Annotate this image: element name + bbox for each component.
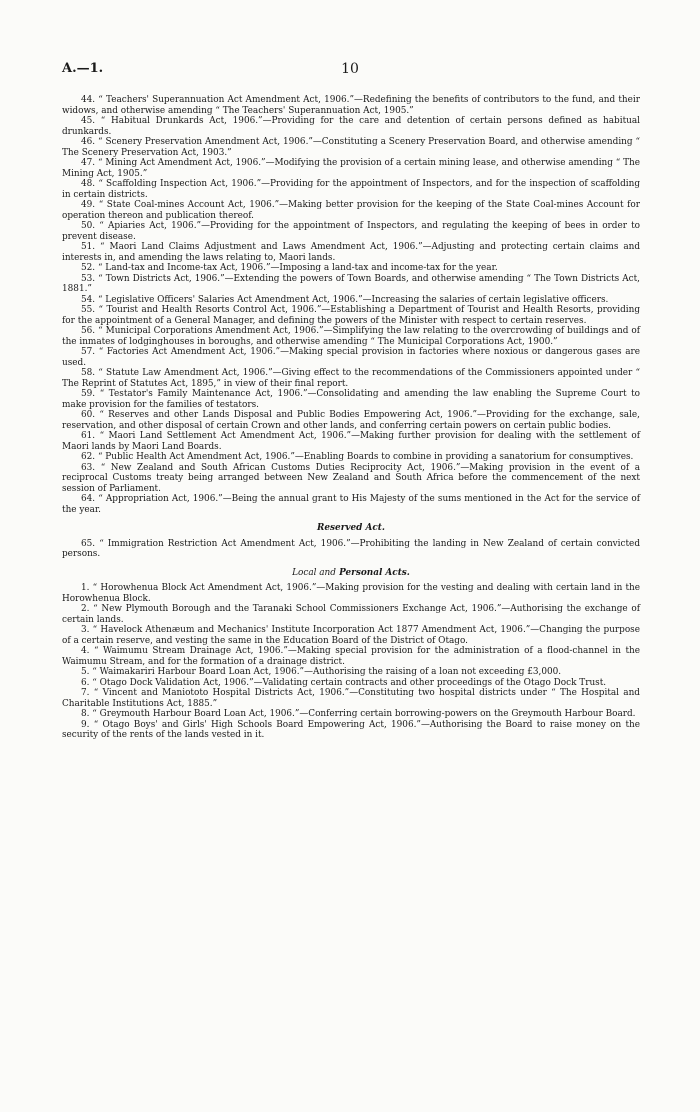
- entry-number: 47.: [81, 158, 96, 168]
- public-act-entry: [62, 274, 640, 295]
- page-number: 10: [341, 61, 359, 77]
- entry-text: “ Havelock Athenæum and Mechanics' Institute Incorporation Act 1877 Amendment Act, 1906.”—Changing the purpose of a certain reserve, and vesting the same in the Education Board of the District of Otago.: [62, 625, 640, 646]
- entry-text: “ Waimumu Stream Drainage Act, 1906.”—Making special provision for the administration of a flood-channel in the Waimumu Stream, and for the formation of a drainage district.: [62, 646, 640, 667]
- entry-text: “ Town Districts Act, 1906.”—Extending the powers of Town Boards, and otherwise amending “ The Town Districts Act, 1881.”: [62, 273, 640, 294]
- entry-number: 65.: [81, 538, 96, 549]
- entry-number: 52.: [81, 263, 96, 273]
- entry-number: 53.: [81, 273, 96, 284]
- entry-text: “ Immigration Restriction Act Amendment Act, 1906.”—Prohibiting the landing in New Zealand of certain convicted persons.: [62, 538, 640, 559]
- public-act-entry: [62, 179, 640, 200]
- reserved-act-entry: [62, 539, 640, 560]
- entry-number: 8.: [81, 709, 90, 719]
- entry-number: 49.: [81, 200, 96, 210]
- entry-number: 3.: [81, 625, 90, 635]
- public-act-entry: [62, 389, 640, 410]
- public-act-entry: [62, 452, 640, 463]
- entry-text: “ Municipal Corporations Amendment Act, 1906.”—Simplifying the law relating to the overcrowding of buildings and of the inmates of lodginghouses in boroughs, and otherwise amending “ The Municipal Corporations Act, 1900.”: [62, 326, 640, 347]
- entry-number: 50.: [81, 221, 96, 231]
- entry-text: “ Apiaries Act, 1906.”—Providing for the appointment of Inspectors, and regulating the keeping of bees in order to prevent disease.: [62, 221, 641, 242]
- public-act-entry: [62, 242, 640, 263]
- public-act-entry: [62, 326, 640, 347]
- entry-text: “ Public Health Act Amendment Act, 1906.”—Enabling Boards to combine in providing a sanatorium for consumptives.: [97, 452, 634, 462]
- parliamentary-paper-ref: A.—1.: [62, 61, 104, 76]
- entry-number: 45.: [81, 116, 96, 126]
- local-act-entry: [62, 667, 640, 678]
- public-act-entry: [62, 347, 640, 368]
- entry-text: “ Vincent and Maniototo Hospital Districts Act, 1906.”—Constituting two hospital districts under “ The Hospital and Charitable Institutions Act, 1885.”: [62, 688, 640, 709]
- entry-number: 60.: [81, 410, 96, 420]
- entry-number: 57.: [81, 347, 96, 357]
- entry-text: “ Horowhenua Block Act Amendment Act, 1906.”—Making provision for the vesting and dealing with certain land in the Horowhenua Block.: [62, 583, 641, 604]
- entry-text: “ Statute Law Amendment Act, 1906.”—Giving effect to the recommendations of the Commissioners appointed under “ The Reprint of Statutes Act, 1895,” in view of their final report.: [62, 368, 640, 389]
- entry-text: “ New Plymouth Borough and the Taranaki School Commissioners Exchange Act, 1906.”—Authorising the exchange of certain lands.: [62, 604, 640, 625]
- entry-number: 61.: [81, 431, 96, 441]
- entry-text: “ Mining Act Amendment Act, 1906.”—Modifying the provision of a certain mining lease, and otherwise amending “ The Mining Act, 1905.”: [62, 158, 640, 179]
- entry-text: “ Waimakariri Harbour Board Loan Act, 1906.”—Authorising the raising of a loan not exceeding £3,000.: [92, 667, 562, 677]
- entry-number: 56.: [81, 326, 96, 336]
- public-acts-list: [62, 95, 640, 515]
- local-act-entry: [62, 678, 640, 689]
- entry-text: “ Testator's Family Maintenance Act, 1906.”—Consolidating and amending the law enabling the Supreme Court to make provision for the families of testators.: [62, 389, 640, 410]
- entry-number: 7.: [81, 688, 90, 698]
- entry-text: “ Otago Boys' and Girls' High Schools Board Empowering Act, 1906.”—Authorising the Board to raise money on the security of the rents of the lands vested in it.: [62, 719, 640, 740]
- entry-number: 1.: [81, 583, 90, 593]
- public-act-entry: [62, 305, 640, 326]
- entry-number: 2.: [81, 604, 90, 614]
- entry-text: “ Teachers' Superannuation Act Amendment Act, 1906.”—Redefining the benefits of contributors to the fund, and their widows, and otherwise amending “ The Teachers' Superannuation Act, 1905.”: [62, 95, 640, 116]
- entry-number: 58.: [81, 368, 96, 378]
- entry-text: “ Maori Land Claims Adjustment and Laws Amendment Act, 1906.”—Adjusting and protecting certain claims and interests in, and amending the laws relating to, Maori lands.: [62, 242, 641, 263]
- local-heading-part1: Local and: [292, 567, 336, 578]
- entry-text: “ Appropriation Act, 1906.”—Being the annual grant to His Majesty of the sums mentioned in the Act for the service of the year.: [62, 494, 641, 515]
- entry-number: 64.: [81, 494, 96, 504]
- entry-number: 9.: [81, 719, 90, 730]
- entry-number: 44.: [81, 95, 96, 105]
- public-act-entry: [62, 431, 640, 452]
- entry-text: “ Legislative Officers' Salaries Act Amendment Act, 1906.”—Increasing the salaries of certain legislative officers.: [97, 294, 609, 305]
- entry-text: “ Land-tax and Income-tax Act, 1906.”—Imposing a land-tax and income-tax for the year.: [97, 263, 498, 273]
- public-act-entry: [62, 463, 640, 495]
- entry-number: 62.: [81, 452, 96, 462]
- entry-number: 4.: [81, 646, 90, 656]
- local-act-entry: [62, 720, 640, 741]
- entry-text: “ Greymouth Harbour Board Loan Act, 1906.”—Conferring certain borrowing-powers on the Greymouth Harbour Board.: [92, 709, 636, 719]
- public-act-entry: [62, 158, 640, 179]
- entry-text: “ Tourist and Health Resorts Control Act, 1906.”—Establishing a Department of Tourist and Health Resorts, providing for the appointment of a General Manager, and defining the powers of the Minister with respect to certain reserves.: [62, 305, 640, 326]
- page-header: [62, 61, 638, 79]
- reserved-act-heading: Reserved Act.: [317, 523, 385, 533]
- public-act-entry: [62, 95, 640, 116]
- entry-text: “ Factories Act Amendment Act, 1906.”—Making special provision in factories where noxious or dangerous gases are used.: [62, 347, 640, 368]
- local-act-entry: [62, 604, 640, 625]
- local-personal-acts-heading: [62, 568, 640, 579]
- entry-text: “ Maori Land Settlement Act Amendment Act, 1906.”—Making further provision for dealing with the settlement of Maori lands by Maori Land Boards.: [62, 431, 640, 452]
- public-act-entry: [62, 221, 640, 242]
- public-act-entry: [62, 116, 640, 137]
- entry-text: “ State Coal-mines Account Act, 1906.”—Making better provision for the keeping of the State Coal-mines Account for operation thereon and publication thereof.: [62, 200, 640, 221]
- entry-number: 59.: [81, 389, 96, 399]
- entry-number: 5.: [81, 667, 90, 677]
- local-heading-part2: Personal Acts.: [339, 567, 410, 578]
- entry-number: 6.: [81, 677, 90, 688]
- local-act-entry: [62, 646, 640, 667]
- entry-text: “ Scaffolding Inspection Act, 1906.”—Providing for the appointment of Inspectors, and for the inspection of scaffolding in certain districts.: [62, 179, 640, 200]
- public-act-entry: [62, 368, 640, 389]
- public-act-entry: [62, 263, 640, 274]
- local-act-entry: [62, 583, 640, 604]
- entry-number: 48.: [81, 179, 96, 189]
- entry-number: 63.: [81, 462, 96, 473]
- public-act-entry: [62, 410, 640, 431]
- entry-text: “ Habitual Drunkards Act, 1906.”—Providing for the care and detention of certain persons defined as habitual drunkards.: [62, 116, 640, 137]
- public-act-entry: [62, 295, 640, 306]
- public-act-entry: [62, 494, 640, 515]
- entry-number: 54.: [81, 294, 96, 305]
- local-act-entry: [62, 625, 640, 646]
- entry-text: “ New Zealand and South African Customs Duties Reciprocity Act, 1906.”—Making provision in the event of a reciprocal Customs treaty being arranged between New Zealand and South Africa before the commencement of the next session of Parliament.: [62, 462, 640, 494]
- local-acts-list: [62, 583, 640, 741]
- entry-number: 46.: [81, 137, 96, 147]
- entry-text: “ Reserves and other Lands Disposal and Public Bodies Empowering Act, 1906.”—Providing for the exchange, sale, reservation, and other disposal of certain Crown and other lands, and conferring certain powers on certain public bodies.: [62, 410, 640, 431]
- entry-number: 55.: [81, 305, 96, 315]
- local-act-entry: [62, 709, 640, 720]
- entry-text: “ Otago Dock Validation Act, 1906.”—Validating certain contracts and other proceedings of the Otago Dock Trust.: [92, 677, 607, 688]
- public-act-entry: [62, 137, 640, 158]
- public-act-entry: [62, 200, 640, 221]
- local-act-entry: [62, 688, 640, 709]
- document-body: [62, 95, 640, 741]
- entry-number: 51.: [81, 242, 96, 252]
- entry-text: “ Scenery Preservation Amendment Act, 1906.”—Constituting a Scenery Preservation Board, and otherwise amending “ The Scenery Preservation Act, 1903.”: [62, 137, 640, 158]
- reserved-acts-list: [62, 539, 640, 560]
